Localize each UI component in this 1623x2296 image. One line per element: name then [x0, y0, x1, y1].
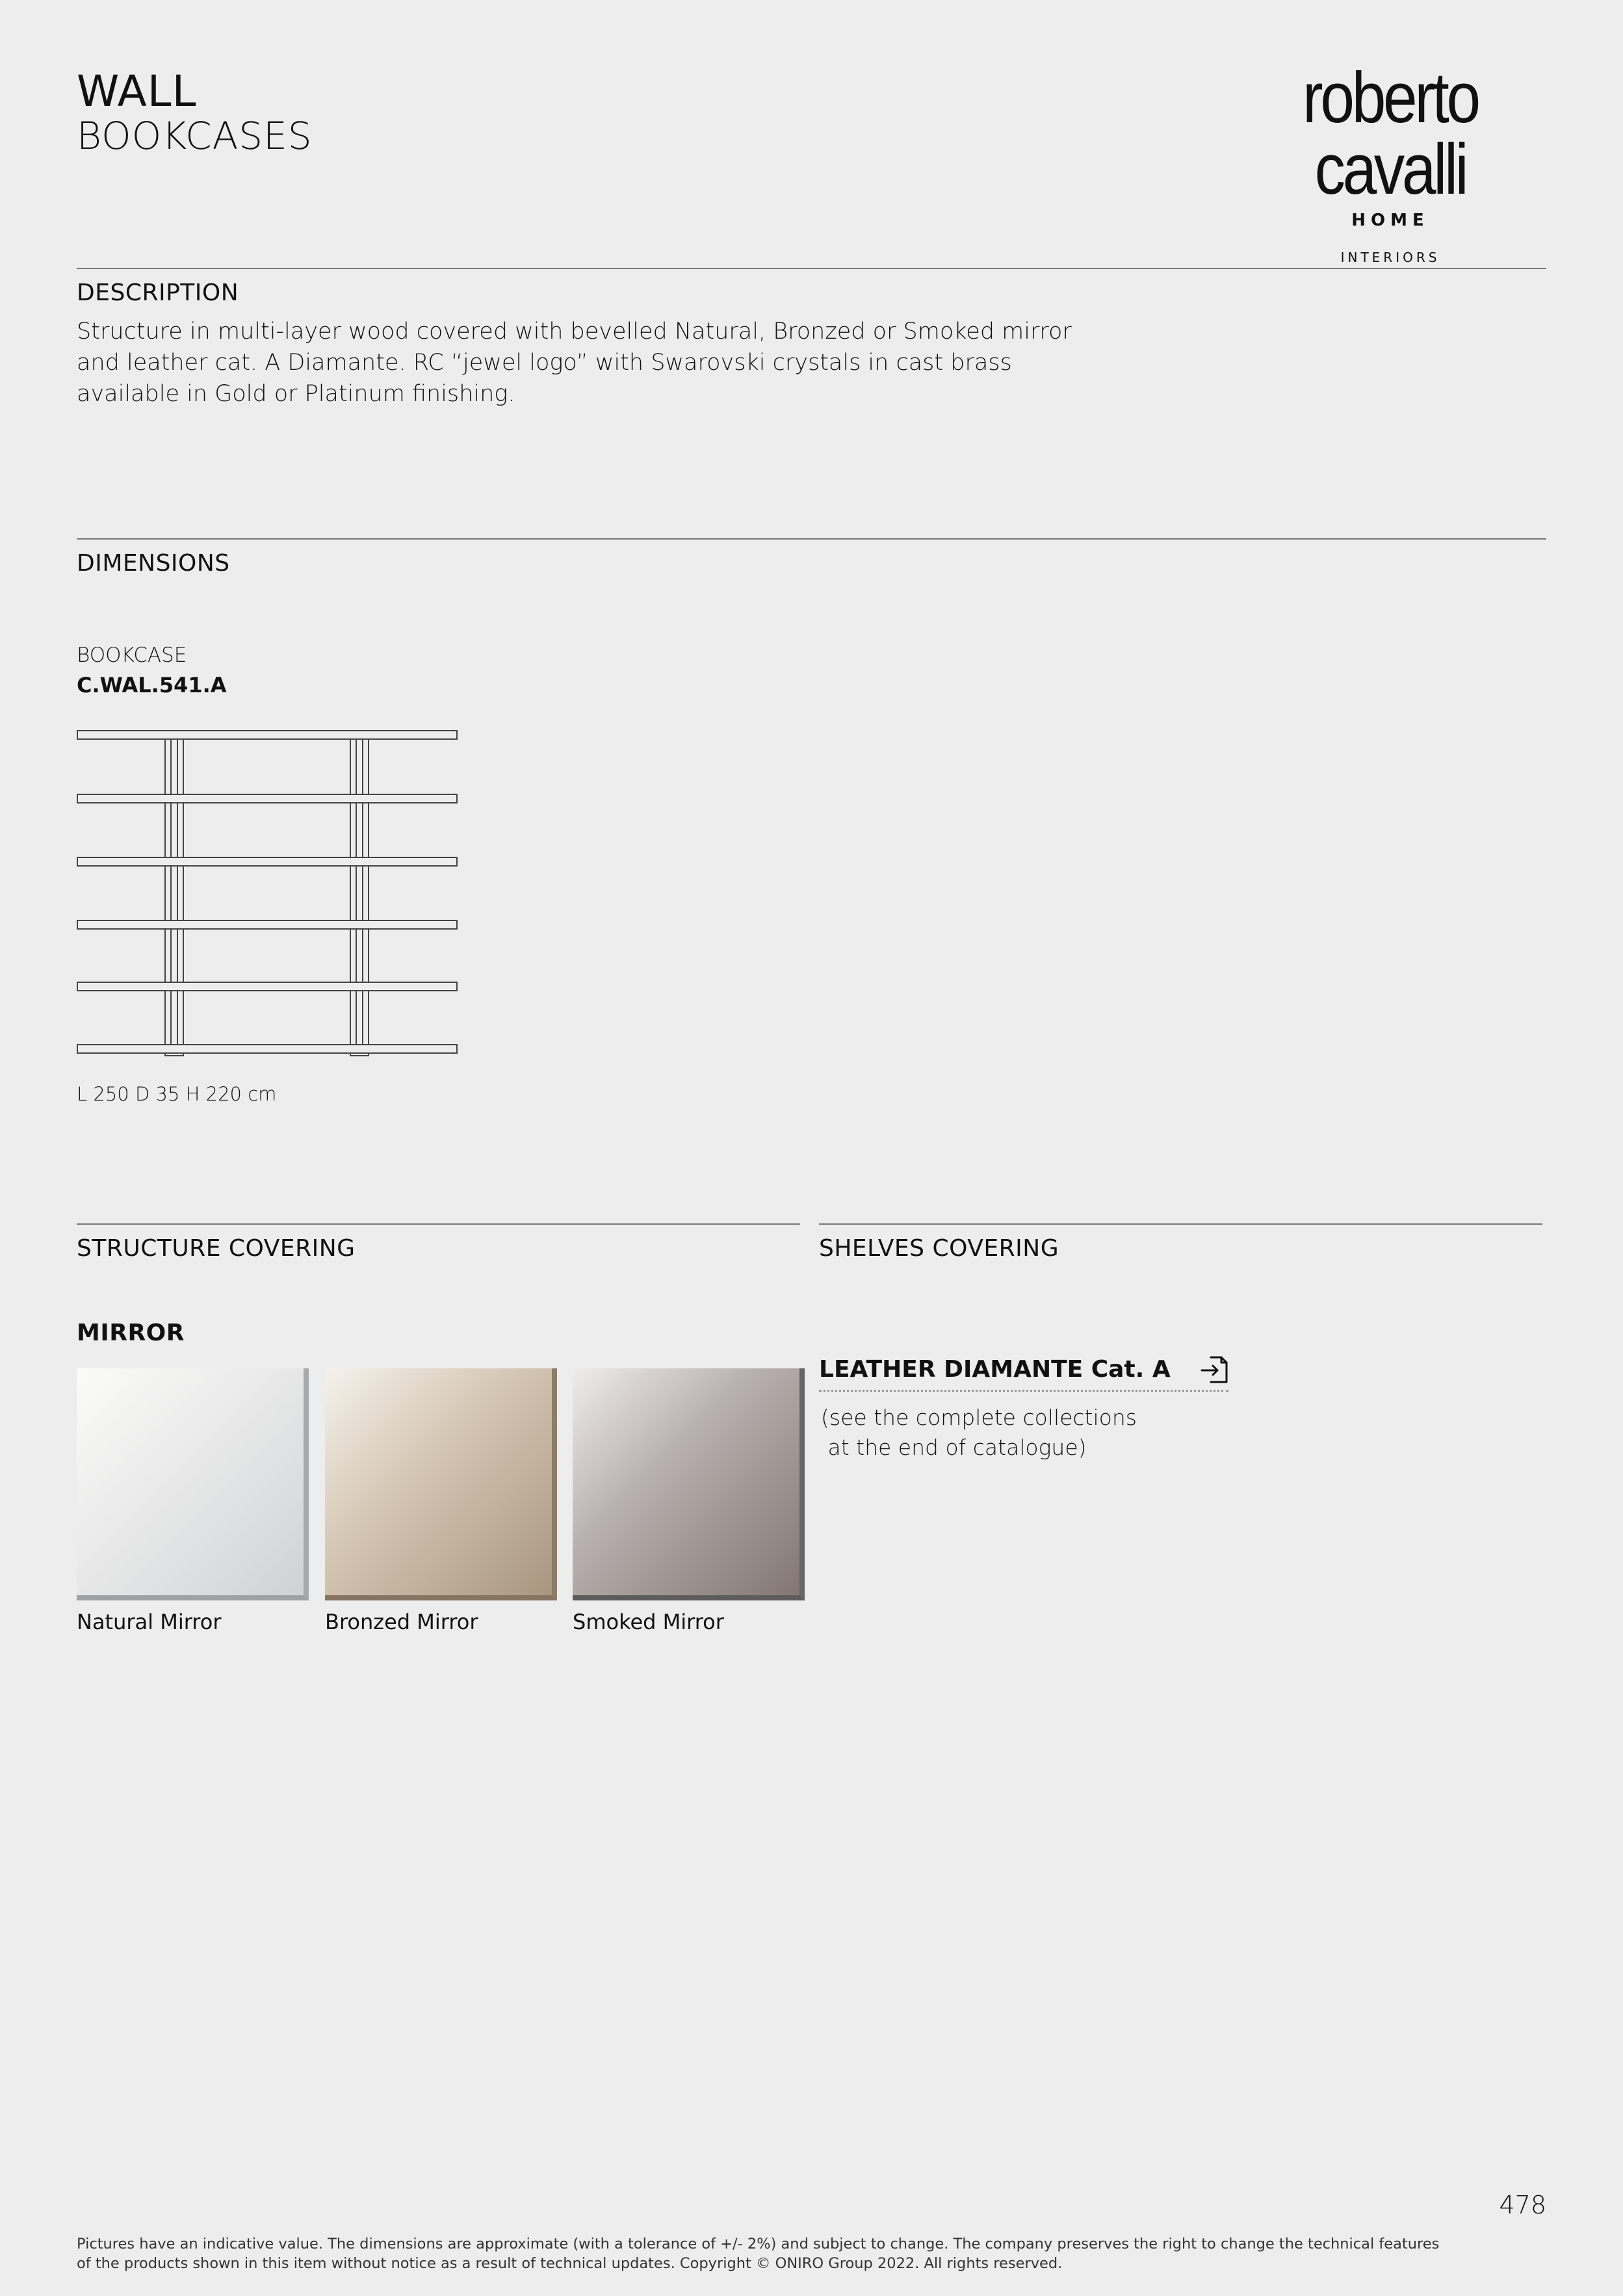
mirror-heading: MIRROR	[77, 1320, 185, 1346]
page-title: WALL	[77, 66, 197, 116]
dimensions-measure: L 250 D 35 H 220 cm	[77, 1083, 277, 1105]
swatch-label: Bronzed Mirror	[325, 1610, 478, 1634]
swatch-natural-mirror[interactable]	[77, 1368, 309, 1600]
brand-wordmark: roberto cavalli	[1303, 58, 1478, 209]
footer-disclaimer: Pictures have an indicative value. The dimensions are approximate (with a tolerance of +/- 2%) and subject to change. The company preserves the right to change the technical features of the products shown in this item without notice as a result of technical updates. Copyright © ONIRO Group 2022. All rights reserved.	[77, 2236, 1440, 2272]
item-code: C.WAL.541.A	[77, 673, 227, 698]
swatch-label: Natural Mirror	[77, 1610, 222, 1634]
document-link-icon[interactable]	[1199, 1355, 1230, 1386]
divider	[77, 1223, 800, 1225]
description-heading: DESCRIPTION	[77, 280, 239, 306]
link-underline	[819, 1390, 1228, 1392]
brand-interiors: INTERIORS	[1340, 250, 1440, 265]
divider	[77, 268, 1546, 269]
divider	[819, 1223, 1542, 1225]
item-label: BOOKCASE	[77, 644, 187, 667]
collections-note: (see the complete collections at the end of catalogue)	[821, 1405, 1137, 1460]
leather-material-link[interactable]: LEATHER DIAMANTE Cat. A	[819, 1356, 1171, 1383]
shelves-heading: SHELVES COVERING	[819, 1235, 1059, 1262]
brand-logo	[1234, 58, 1546, 265]
page-number: 478	[1499, 2191, 1546, 2219]
brand-home: HOME	[1351, 211, 1429, 230]
swatch-smoked-mirror[interactable]	[573, 1368, 805, 1600]
bookcase-drawing	[74, 727, 464, 1065]
page-subtitle: BOOKCASES	[77, 114, 313, 158]
swatch-bronzed-mirror[interactable]	[325, 1368, 557, 1600]
swatch-label: Smoked Mirror	[573, 1610, 724, 1634]
description-text: Structure in multi-layer wood covered with bevelled Natural, Bronzed or Smoked mirror and leather cat. A Diamante. RC “jewel logo” with Swarovski crystals in cast brass available in Gold or Platinum finishing.	[77, 319, 1072, 407]
divider	[77, 538, 1546, 540]
structure-heading: STRUCTURE COVERING	[77, 1235, 356, 1262]
dimensions-heading: DIMENSIONS	[77, 550, 230, 577]
